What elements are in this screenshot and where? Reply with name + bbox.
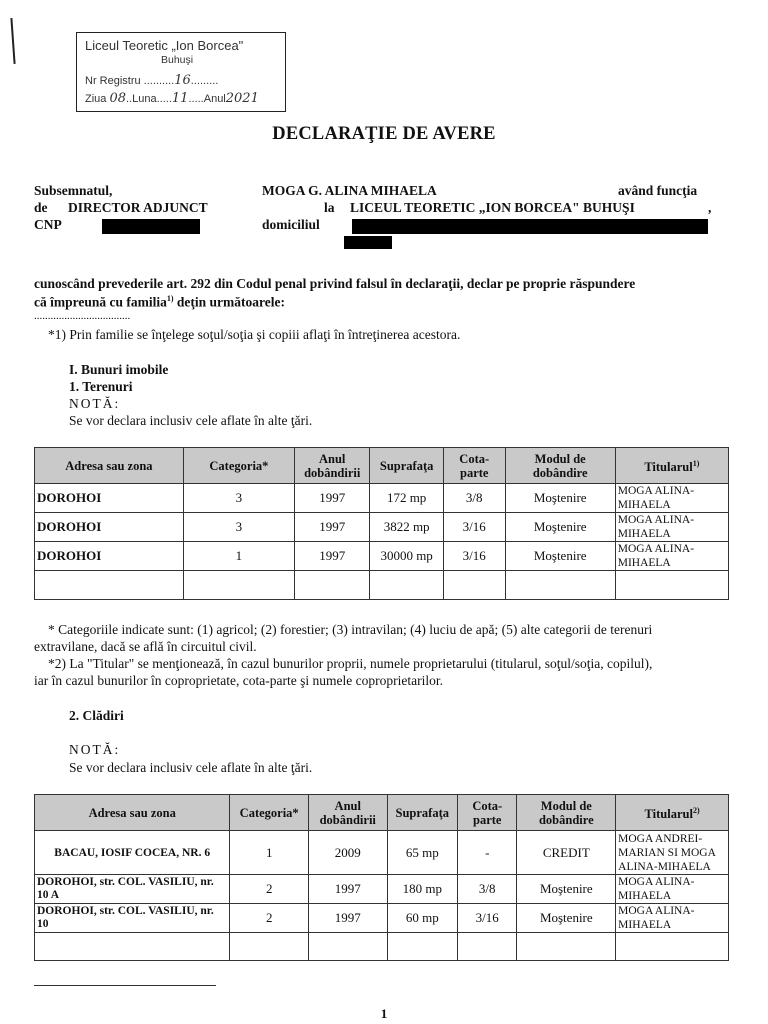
header-owner — [615, 448, 728, 484]
separator-dots: ................................... — [34, 310, 131, 322]
cell-acquisition: Moştenire — [517, 904, 616, 933]
cell-area: 65 mp — [387, 831, 458, 875]
declarant-function: DIRECTOR ADJUNCT — [68, 200, 208, 215]
cell-owner: MOGA ALINA-MIHAELA — [616, 875, 729, 904]
cell-year — [294, 571, 369, 600]
header-owner-footnote: 1) — [692, 458, 700, 468]
category-note-line-2: extravilane, dacă se află în circuitul civil. — [34, 639, 257, 654]
cell-area — [370, 571, 443, 600]
cell-year: 1997 — [308, 904, 387, 933]
stamp-school-name: Liceul Teoretic „Ion Borcea" — [85, 38, 244, 53]
table-row — [35, 542, 729, 571]
stamp-month-value: 11 — [171, 91, 189, 106]
address-redaction — [352, 219, 708, 234]
family-footnote: *1) Prin familie se înţelege soţul/soţia şi copiii aflaţi în întreţinerea acestora. — [48, 327, 461, 342]
stamp-day-label: Ziua — [85, 93, 107, 105]
cell-share: 3/16 — [458, 904, 517, 933]
subsection-cladiri: 2. Clădiri — [69, 708, 124, 723]
header-share: Cota-parte — [443, 448, 505, 484]
intro-line-2 — [34, 294, 285, 311]
cell-category: 2 — [230, 875, 309, 904]
header-owner-label: Titularul — [644, 460, 693, 475]
header-acquisition: Modul de dobândire — [505, 448, 615, 484]
header-area: Suprafaţa — [387, 795, 458, 831]
cell-address: DOROHOI, str. COL. VASILIU, nr. 10 — [35, 904, 230, 933]
nota-label-2: NOTĂ: — [69, 742, 121, 757]
nota-text-1: Se vor declara inclusiv cele aflate în alte ţări. — [69, 413, 313, 428]
cnp-redaction — [102, 219, 200, 234]
intro-line-2-end: deţin următoarele: — [173, 294, 286, 310]
cell-category: 2 — [230, 904, 309, 933]
stamp-registry-label: Nr Registru — [85, 75, 141, 87]
cell-owner — [616, 933, 729, 961]
cell-area: 3822 mp — [370, 513, 443, 542]
stamp-year-label: Anul — [203, 93, 226, 105]
table-row — [35, 875, 729, 904]
nota-text-2: Se vor declara inclusiv cele aflate în alte ţări. — [69, 760, 313, 775]
cell-owner: MOGA ALINA-MIHAELA — [616, 904, 729, 933]
cell-share — [443, 571, 505, 600]
cell-acquisition: Moştenire — [505, 542, 615, 571]
stamp-city: Buhuşi — [161, 54, 194, 66]
land-table — [34, 447, 729, 600]
cell-category — [183, 571, 294, 600]
header-address: Adresa sau zona — [35, 448, 184, 484]
cell-owner: MOGA ALINA-MIHAELA — [615, 513, 728, 542]
header-year: Anul dobândirii — [308, 795, 387, 831]
registration-stamp — [76, 32, 286, 112]
cell-area: 60 mp — [387, 904, 458, 933]
table-row — [35, 571, 729, 600]
cell-share: 3/16 — [443, 542, 505, 571]
cell-year: 2009 — [308, 831, 387, 875]
cell-acquisition: Moştenire — [517, 875, 616, 904]
la-label: la — [324, 200, 335, 215]
cell-acquisition: Moştenire — [505, 484, 615, 513]
cell-share — [458, 933, 517, 961]
header-owner-label: Titularul — [644, 807, 693, 822]
stamp-registry-number: 16 — [174, 73, 191, 88]
page-number: 1 — [380, 1006, 388, 1021]
cell-share: - — [458, 831, 517, 875]
land-table-header — [35, 448, 729, 484]
header-category: Categoria* — [230, 795, 309, 831]
header-owner-footnote: 2) — [692, 805, 700, 815]
institution-name: LICEUL TEORETIC „ION BORCEA" BUHUŞI — [350, 200, 635, 215]
cell-year: 1997 — [294, 542, 369, 571]
cell-category: 3 — [183, 484, 294, 513]
cell-acquisition — [505, 571, 615, 600]
category-note-line-1: * Categoriile indicate sunt: (1) agricol; (2) forestier; (3) intravilan; (4) luciu de apă; (5) alte categorii de terenuri — [48, 622, 653, 637]
stamp-year-value: 2021 — [225, 91, 259, 106]
stamp-registry-line: Nr Registru ..........16......... — [85, 73, 219, 88]
subsemnatul-label: Subsemnatul, — [34, 183, 113, 198]
buildings-table — [34, 794, 729, 961]
cell-share: 3/8 — [458, 875, 517, 904]
cell-acquisition: Moştenire — [505, 513, 615, 542]
intro-line-1: cunoscând prevederile art. 292 din Codul penal privind falsul în declaraţii, declar pe proprie răspundere — [34, 276, 636, 291]
avand-functia-label: având funcţia — [618, 183, 698, 198]
intro-line-2-text: că împreună cu familia — [34, 294, 167, 310]
table-row — [35, 904, 729, 933]
stamp-day-value: 08 — [109, 91, 127, 106]
footnote-rule — [34, 985, 216, 986]
domiciliul-label: domiciliul — [262, 217, 320, 232]
cell-year — [308, 933, 387, 961]
cell-address — [35, 933, 230, 961]
header-category: Categoria* — [183, 448, 294, 484]
cell-acquisition: CREDIT — [517, 831, 616, 875]
subsection-terenuri: 1. Terenuri — [69, 379, 133, 394]
cell-owner — [615, 571, 728, 600]
header-share: Cota-parte — [458, 795, 517, 831]
cell-owner: MOGA ALINA-MIHAELA — [615, 542, 728, 571]
owner-note-line-1: *2) La "Titular" se menţionează, în cazul bunurilor proprii, numele proprietarului (titularul, soţul/soţia, copilul), — [48, 656, 653, 671]
cell-acquisition — [517, 933, 616, 961]
cell-year: 1997 — [294, 513, 369, 542]
stamp-month-label: Luna — [132, 93, 157, 105]
header-owner — [616, 795, 729, 831]
cell-address: BACAU, IOSIF COCEA, NR. 6 — [35, 831, 230, 875]
cell-category: 1 — [230, 831, 309, 875]
nota-label-1: NOTĂ: — [69, 396, 121, 411]
cell-area: 180 mp — [387, 875, 458, 904]
header-year: Anul dobândirii — [294, 448, 369, 484]
cnp-label: CNP — [34, 217, 62, 232]
cell-category — [230, 933, 309, 961]
cell-year: 1997 — [294, 484, 369, 513]
cell-address: DOROHOI — [35, 542, 184, 571]
stamp-date-line: Ziua 08..Luna.....11.....Anul2021 — [85, 91, 259, 106]
section-heading-bunuri: I. Bunuri imobile — [69, 362, 169, 377]
table-row — [35, 933, 729, 961]
cell-year: 1997 — [308, 875, 387, 904]
cell-area — [387, 933, 458, 961]
cell-share: 3/16 — [443, 513, 505, 542]
header-acquisition: Modul de dobândire — [517, 795, 616, 831]
table-row — [35, 513, 729, 542]
header-address: Adresa sau zona — [35, 795, 230, 831]
cell-share: 3/8 — [443, 484, 505, 513]
address-redaction-2 — [344, 236, 392, 249]
header-comma: , — [708, 200, 712, 215]
cell-address — [35, 571, 184, 600]
table-row — [35, 831, 729, 875]
cell-address: DOROHOI — [35, 513, 184, 542]
cell-category: 1 — [183, 542, 294, 571]
cell-address: DOROHOI — [35, 484, 184, 513]
margin-mark — [10, 18, 15, 64]
table-row — [35, 484, 729, 513]
de-label: de — [34, 200, 48, 215]
cell-category: 3 — [183, 513, 294, 542]
cell-area: 30000 mp — [370, 542, 443, 571]
cell-address: DOROHOI, str. COL. VASILIU, nr. 10 A — [35, 875, 230, 904]
cell-owner: MOGA ANDREI-MARIAN SI MOGA ALINA-MIHAELA — [616, 831, 729, 875]
declarant-name: MOGA G. ALINA MIHAELA — [262, 183, 437, 198]
intro-footnote-ref: 1) — [166, 294, 174, 303]
header-area: Suprafaţa — [370, 448, 443, 484]
owner-note-line-2: iar în cazul bunurilor în coproprietate, cota-parte şi numele coproprietarilor. — [34, 673, 443, 688]
document-title: DECLARAŢIE DE AVERE — [272, 124, 496, 144]
buildings-table-header — [35, 795, 729, 831]
cell-area: 172 mp — [370, 484, 443, 513]
cell-owner: MOGA ALINA-MIHAELA — [615, 484, 728, 513]
